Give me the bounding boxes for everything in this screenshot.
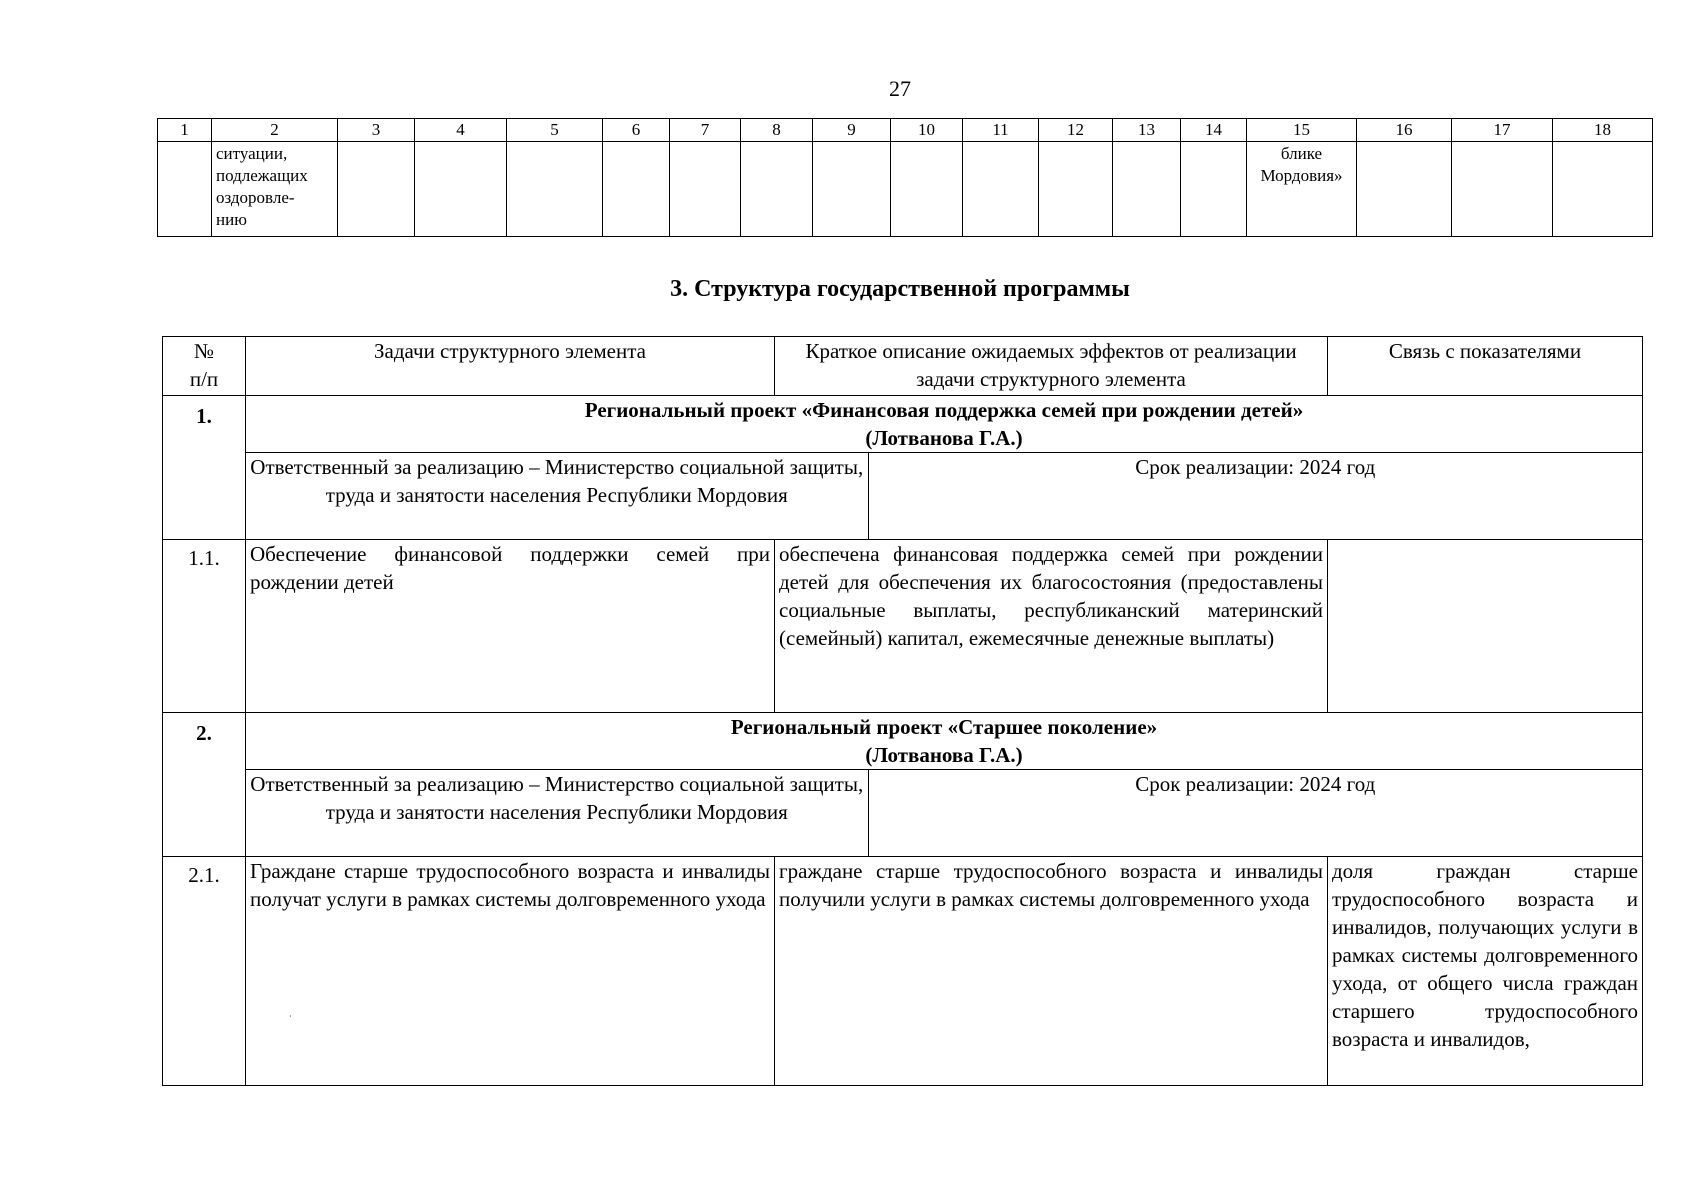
text-line: Мордовия»	[1260, 166, 1343, 185]
text-line: блике	[1280, 144, 1323, 163]
continuation-table	[157, 118, 1653, 237]
column-number: 18	[1553, 119, 1653, 142]
column-number: 14	[1181, 119, 1247, 142]
header-effects: Краткое описание ожидаемых эффектов от реализации задачи структурного элемента	[775, 337, 1328, 396]
structure-table	[162, 336, 1643, 1086]
column-number: 8	[741, 119, 813, 142]
task-description: Граждане старше трудоспособного возраста и инвалиды получат услуги в рамках системы долговременного ухода	[246, 857, 775, 1086]
task-indicator	[1328, 540, 1643, 713]
project-responsible: Ответственный за реализацию – Министерство социальной защиты, труда и занятости населения Республики Мордовия	[246, 770, 868, 856]
project-number: 1.	[163, 396, 246, 540]
project-title: Региональный проект «Финансовая поддержка семей при рождении детей» (Лотванова Г.А.)	[246, 396, 1643, 453]
column-number: 17	[1452, 119, 1553, 142]
task-number: 2.1.	[163, 857, 246, 1086]
task-effect: граждане старше трудоспособного возраста и инвалиды получили услуги в рамках системы долговременного ухода	[775, 857, 1328, 1086]
task-description: Обеспечение финансовой поддержки семей при рождении детей	[246, 540, 775, 713]
text-line: оздоровле-	[216, 188, 295, 207]
project-title-row	[163, 713, 1643, 770]
project-responsible-row	[163, 453, 1643, 540]
column-number: 10	[891, 119, 963, 142]
page-number: 27	[889, 76, 911, 101]
project-responsible: Ответственный за реализацию – Министерство социальной защиты, труда и занятости населения Республики Мордовия	[246, 453, 868, 539]
program-name-cell	[1247, 142, 1357, 237]
column-number: 13	[1113, 119, 1181, 142]
column-number: 15	[1247, 119, 1357, 142]
task-number: 1.1.	[163, 540, 246, 713]
header-num: № п/п	[163, 337, 246, 396]
section-title: 3. Структура государственной программы	[670, 276, 1130, 302]
column-number: 2	[212, 119, 338, 142]
task-row	[163, 540, 1643, 713]
column-number: 3	[338, 119, 415, 142]
project-responsible-row	[163, 770, 1643, 857]
column-number: 16	[1357, 119, 1452, 142]
column-number: 12	[1039, 119, 1113, 142]
column-number: 5	[507, 119, 603, 142]
project-title: Региональный проект «Старшее поколение» (Лотванова Г.А.)	[246, 713, 1643, 770]
text-line: ситуации,	[216, 144, 288, 163]
text-line: нию	[216, 210, 247, 229]
column-number: 4	[415, 119, 507, 142]
text-line: подлежащих	[216, 166, 308, 185]
indicator-name-cell	[212, 142, 338, 237]
column-number: 11	[963, 119, 1039, 142]
task-row	[163, 857, 1643, 1086]
project-curator: (Лотванова Г.А.)	[865, 743, 1023, 767]
header-tasks: Задачи структурного элемента	[246, 337, 775, 396]
column-number-row	[158, 119, 1653, 142]
column-number: 7	[670, 119, 741, 142]
project-title-row	[163, 396, 1643, 453]
column-number: 9	[813, 119, 891, 142]
task-indicator: доля граждан старше трудоспособного возраста и инвалидов, получающих услуги в рамках системы долговременного ухода, от общего числа граждан старшего трудоспособного возраста и инвалидов,	[1328, 857, 1643, 1086]
project-term: Срок реализации: 2024 год	[1135, 455, 1376, 479]
structure-header-row	[163, 337, 1643, 396]
column-number: 6	[603, 119, 670, 142]
column-number: 1	[158, 119, 212, 142]
project-number: 2.	[163, 713, 246, 857]
project-term: Срок реализации: 2024 год	[1135, 772, 1376, 796]
header-link: Связь с показателями	[1328, 337, 1643, 396]
task-effect: обеспечена финансовая поддержка семей при рождении детей для обеспечения их благосостояния (предоставлены социальные выплаты, республиканский материнский (семейный) капитал, ежемесячные денежные выплаты)	[775, 540, 1328, 713]
project-curator: (Лотванова Г.А.)	[865, 426, 1023, 450]
continuation-row	[158, 142, 1653, 237]
scan-speck: ·	[289, 1012, 292, 1021]
